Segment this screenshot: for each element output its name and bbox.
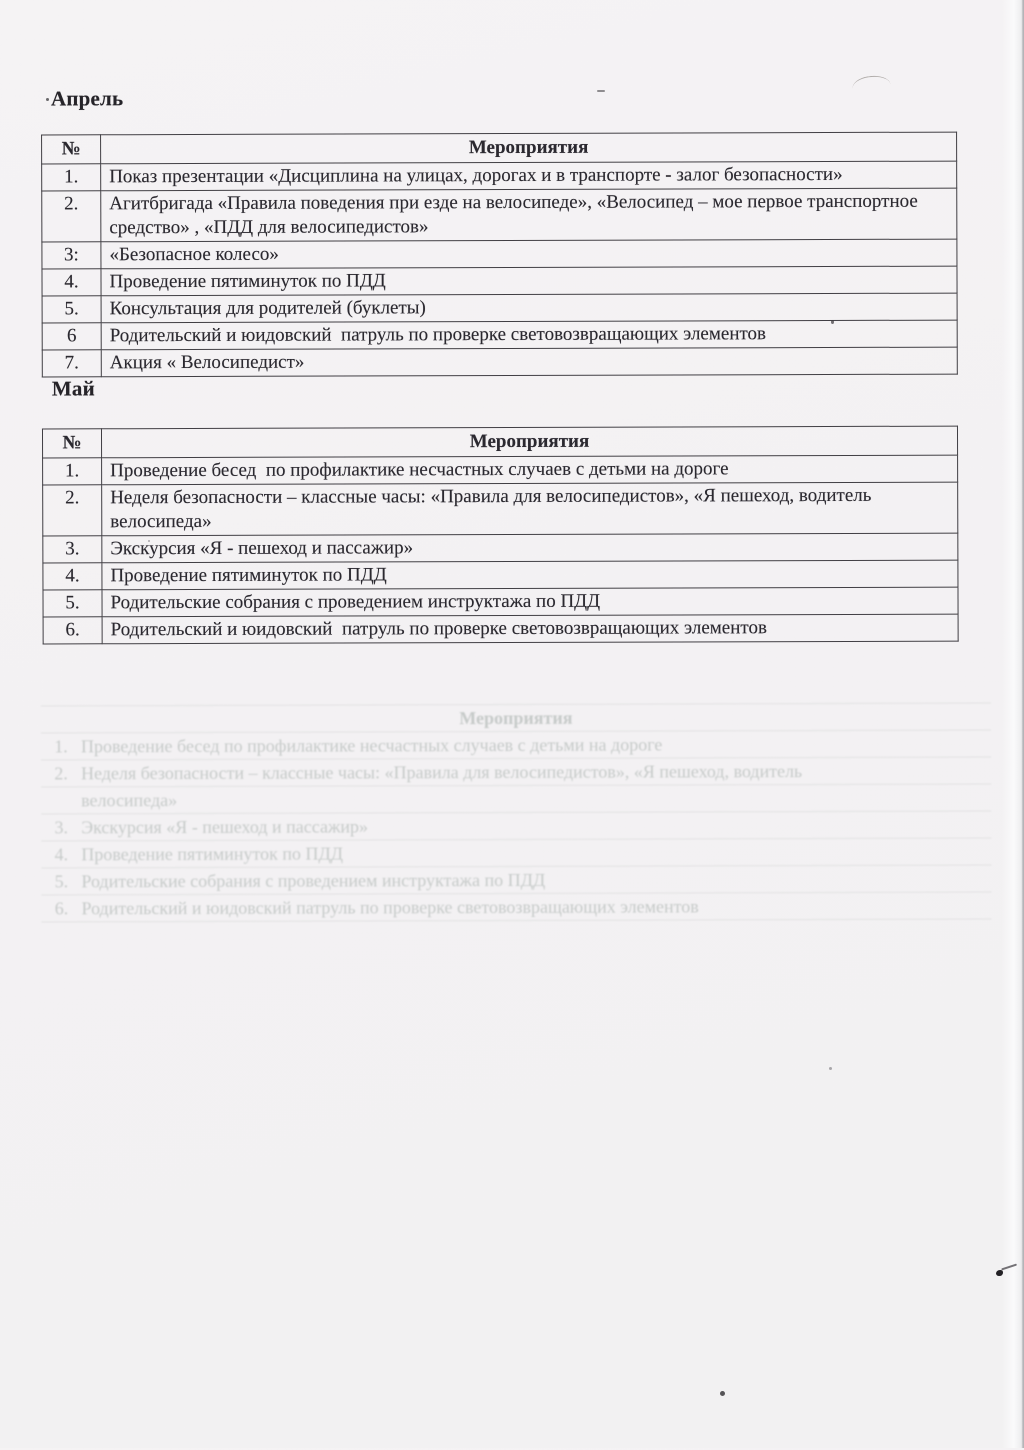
row-text: Экскурсия «Я - пешеход и пассажир» xyxy=(102,533,958,563)
row-text: Показ презентации «Дисциплина на улицах, дорогах и в транспорте - залог безопасности» xyxy=(101,161,957,191)
row-text: Проведение пятиминуток по ПДД xyxy=(102,560,958,590)
row-number: 2. xyxy=(42,191,101,242)
row-text: Родительские собрания с проведением инструктажа по ПДД xyxy=(102,587,958,617)
row-text: Акция « Велосипедист» xyxy=(101,347,957,377)
bleed-through-text xyxy=(41,702,992,922)
ghost-line xyxy=(41,811,991,841)
ghost-line xyxy=(41,892,991,922)
ghost-number: 3. xyxy=(41,814,81,840)
ghost-text: Экскурсия «Я - пешеход и пассажир» xyxy=(81,816,368,837)
column-header-events: Мероприятия xyxy=(101,426,957,458)
table-row xyxy=(42,239,957,269)
ghost-line xyxy=(41,757,991,787)
row-text: Проведение бесед по профилактике несчастных случаев с детьми на дороге xyxy=(102,455,958,485)
row-number: 4. xyxy=(43,563,102,590)
row-text: «Безопасное колесо» xyxy=(101,239,957,269)
ghost-text: Неделя безопасности – классные часы: «Правила для велосипедистов», «Я пешеход, водитель xyxy=(81,761,802,783)
ghost-line xyxy=(41,784,991,814)
row-number: 1. xyxy=(42,164,101,191)
table-row xyxy=(43,455,958,485)
row-number: 1. xyxy=(43,458,102,485)
row-number: 7. xyxy=(42,350,101,377)
table-row xyxy=(43,587,958,617)
row-text: Консультация для родителей (буклеты) xyxy=(101,293,957,323)
ghost-number: 2. xyxy=(41,760,81,786)
row-text: Проведение пятиминуток по ПДД xyxy=(101,266,957,296)
table-row xyxy=(43,482,958,536)
table-row xyxy=(42,293,957,323)
table-row xyxy=(42,188,957,242)
table-row xyxy=(42,320,957,350)
table-row xyxy=(43,560,958,590)
row-number: 5. xyxy=(43,590,102,617)
ghost-text: Мероприятия xyxy=(459,708,572,728)
ghost-line xyxy=(41,838,991,868)
ink-speck xyxy=(597,90,605,92)
section-title-april: Апрель xyxy=(51,86,123,111)
ghost-line xyxy=(41,702,991,733)
column-header-events: Мероприятия xyxy=(101,132,957,164)
table-row xyxy=(42,266,957,296)
row-text: Родительский и юидовский патруль по проверке световозвращающих элементов xyxy=(102,614,958,644)
row-number: 6. xyxy=(43,617,102,644)
row-text: Неделя безопасности – классные часы: «Правила для велосипедистов», «Я пешеход, водитель велосипеда» xyxy=(102,482,958,536)
ghost-text: Родительский и юидовский патруль по проверке световозвращающих элементов xyxy=(81,896,698,918)
ghost-text: Проведение бесед по профилактике несчастных случаев с детьми на дороге xyxy=(81,735,662,757)
ghost-number: 1. xyxy=(41,733,81,759)
ghost-text: Родительские собрания с проведением инструктажа по ПДД xyxy=(81,870,545,891)
row-number: 2. xyxy=(43,485,102,536)
ghost-number: 5. xyxy=(41,868,81,894)
ghost-line xyxy=(41,865,991,895)
ghost-line xyxy=(41,730,991,760)
ink-speck xyxy=(829,1067,832,1070)
table-row xyxy=(43,614,958,644)
ghost-number: 6. xyxy=(41,895,81,921)
column-header-number: № xyxy=(42,135,101,164)
row-number: 6 xyxy=(42,323,101,350)
section-title-may: Май xyxy=(52,376,95,401)
ghost-text: велосипеда» xyxy=(81,790,177,810)
row-text: Родительский и юидовский патруль по проверке световозвращающих элементов xyxy=(101,320,957,350)
ghost-text: Проведение пятиминуток по ПДД xyxy=(81,844,343,865)
table-header-row xyxy=(42,426,957,458)
table-row xyxy=(42,161,957,191)
table-row xyxy=(42,347,957,377)
row-text: Агитбригада «Правила поведения при езде на велосипеде», «Велосипед – мое первое транспортное средство» , «ПДД для велосипедистов» xyxy=(101,188,957,242)
ink-speck xyxy=(831,320,834,324)
april-events-table xyxy=(41,132,958,378)
ink-speck xyxy=(148,540,150,542)
row-number: 3: xyxy=(42,242,101,269)
table-header-row xyxy=(42,132,957,164)
table-row xyxy=(43,533,958,563)
scan-edge-shadow xyxy=(1002,0,1024,1448)
column-header-number: № xyxy=(42,429,101,458)
may-events-table xyxy=(42,426,959,645)
ink-speck xyxy=(720,1391,725,1396)
row-number: 5. xyxy=(42,296,101,323)
ghost-number: 4. xyxy=(41,841,81,867)
row-number: 4. xyxy=(42,269,101,296)
row-number: 3. xyxy=(43,536,102,563)
ink-speck xyxy=(46,98,49,101)
